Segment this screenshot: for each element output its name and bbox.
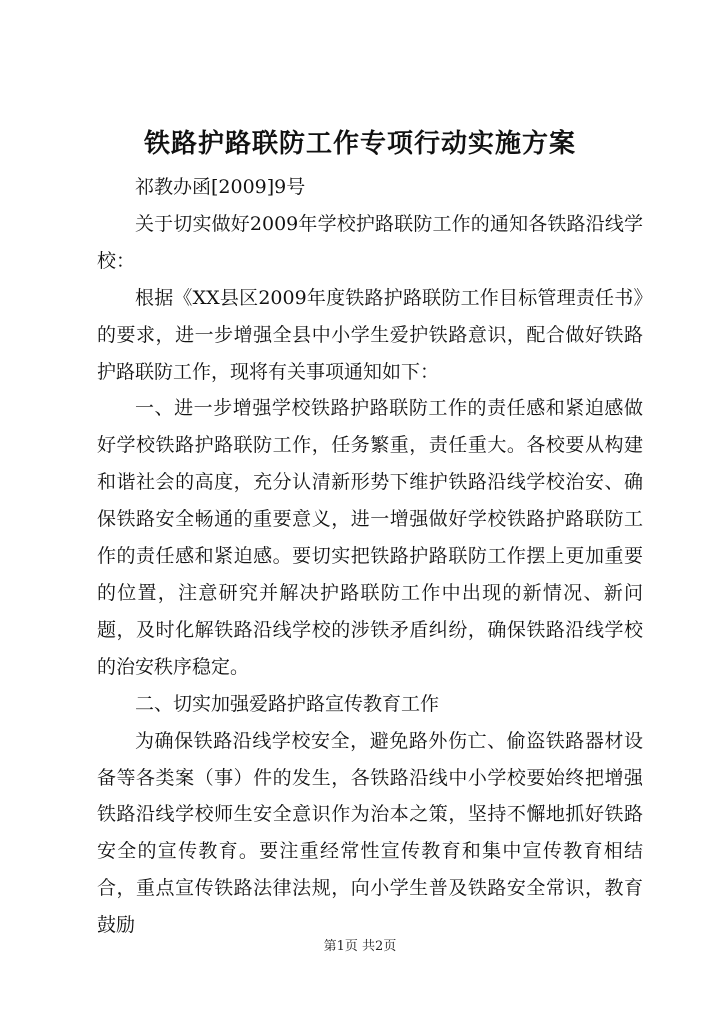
section-two-heading: 二、切实加强爱路护路宣传教育工作 bbox=[135, 692, 440, 715]
notice-heading: 关于切实做好2009年学校护路联防工作的通知各铁路沿线学校： bbox=[97, 212, 643, 272]
page-number-footer: 第1页 共2页 bbox=[323, 939, 397, 954]
document-title: 铁路护路联防工作专项行动实施方案 bbox=[143, 129, 576, 159]
paragraph-section-one: 一、进一步增强学校铁路护路联防工作的责任感和紧迫感做好学校铁路护路联防工作，任务繁重，责任重大。各校要从构建和谐社会的高度，充分认清新形势下维护铁路沿线学校治安、确保铁路安全畅通的重要意义，进一增强做好学校铁路护路联防工作的责任感和紧迫感。要切实把铁路护路联防工作摆上更加重要的位置，注意研究并解决护路联防工作中出现的新情况、新问题，及时化解铁路沿线学校的涉铁矛盾纠纷，确保铁路沿线学校的治安秩序稳定。 bbox=[97, 397, 643, 678]
paragraph-section-two: 为确保铁路沿线学校安全，避免路外伤亡、偷盗铁路器材设备等各类案（事）件的发生，各铁路沿线中小学校要始终把增强铁路沿线学校师生安全意识作为治本之策，坚持不懈地抓好铁路安全的宣传教育。要注重经常性宣传教育和集中宣传教育相结合，重点宣传铁路法律法规，向小学生普及铁路安全常识，教育鼓励 bbox=[97, 729, 643, 937]
paragraph-intro: 根据《XX县区2009年度铁路护路联防工作目标管理责任书》的要求，进一步增强全县中小学生爱护铁路意识，配合做好铁路护路联防工作，现将有关事项通知如下： bbox=[97, 286, 643, 383]
document-number: 祁教办函[2009]9号 bbox=[135, 176, 306, 198]
document-body bbox=[97, 169, 643, 944]
